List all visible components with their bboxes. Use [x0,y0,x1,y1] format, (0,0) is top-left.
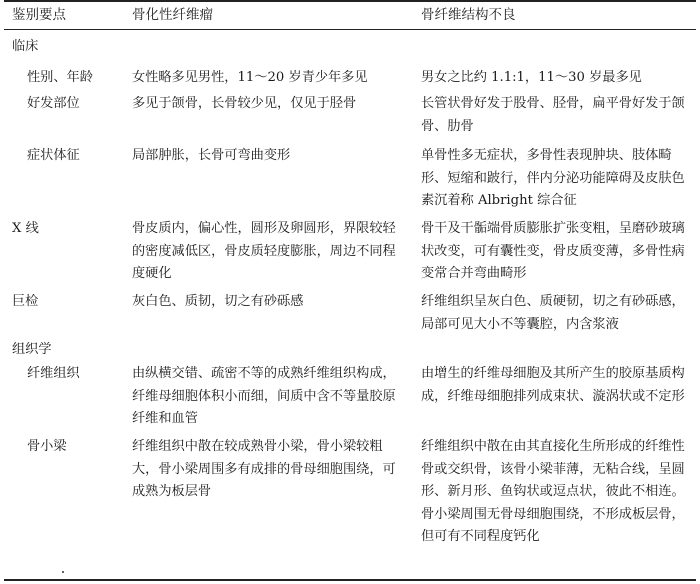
cell-trabeculae-dysplasia: 纤维组织中散在由其直接化生所形成的纤维性骨或交织骨，该骨小梁菲薄，无粘合线，呈圆形、新月形、鱼钩状或逗点状，彼此不相连。骨小梁周围无骨母细胞围绕，不形成板层骨，但可有不同程度钙化 [421,439,685,544]
header-rule [4,29,696,30]
cell-trabeculae-fibroma: 纤维组织中散在较成熟骨小梁，骨小梁较粗大，骨小梁周围多有成排的骨母细胞围绕，可成熟为板层骨 [132,439,396,499]
cell-symptoms-fibroma: 局部肿胀，长骨可弯曲变形 [132,148,291,163]
cell-fibrous-dysplasia: 由增生的纤维母细胞及其所产生的胶原基质构成，纤维母细胞排列成束状、漩涡状或不定形 [421,366,685,404]
cell-site-dysplasia: 长管状骨好发于股骨、胫骨，扁平骨好发于颌骨、肋骨 [421,96,685,134]
row-label-gross: 巨检 [12,294,39,309]
cell-site-fibroma: 多见于颌骨，长骨较少见，仅见于胫骨 [132,96,357,111]
cell-fibrous-fibroma: 由纵横交错、疏密不等的成熟纤维组织构成，纤维母细胞体积小而细，间质中含不等量胶原纤维和血管 [132,366,396,426]
row-label-site: 好发部位 [27,96,80,111]
table-bottom-rule [4,579,696,581]
row-label-sex-age: 性别、年龄 [27,70,93,85]
cell-symptoms-dysplasia: 单骨性多无症状，多骨性表现肿块、肢体畸形、短缩和跛行，伴内分泌功能障碍及皮肤色素沉着称 Albright 综合征 [421,148,685,208]
section-histology: 组织学 [12,342,52,357]
row-label-trabeculae: 骨小梁 [27,439,67,454]
header-point: 鉴别要点 [12,7,66,23]
cell-sex-age-dysplasia: 男女之比约 1.1:1，11～30 岁最多见 [421,70,642,85]
table-top-rule [4,0,696,2]
scan-speck [62,571,64,573]
cell-xray-dysplasia: 骨干及干骺端骨质膨胀扩张变粗，呈磨砂玻璃状改变，可有囊性变，骨皮质变薄，多骨性病变常合并弯曲畸形 [421,221,685,281]
row-label-symptoms: 症状体征 [27,148,80,163]
header-fibrous-dysplasia: 骨纤维结构不良 [421,7,516,23]
section-clinical: 临床 [12,39,39,54]
row-label-fibrous: 纤维组织 [27,366,80,381]
cell-xray-fibroma: 骨皮质内，偏心性，圆形及卵圆形，界限较轻的密度减低区，骨皮质轻度膨胀，周边不同程度硬化 [132,221,396,281]
cell-gross-dysplasia: 纤维组织呈灰白色、质硬韧，切之有砂砾感，局部可见大小不等囊腔，内含浆液 [421,294,685,332]
row-label-xray: X 线 [12,221,39,236]
cell-sex-age-fibroma: 女性略多见男性，11～20 岁青少年多见 [132,70,368,85]
header-ossifying-fibroma: 骨化性纤维瘤 [132,7,213,23]
cell-gross-fibroma: 灰白色、质韧，切之有砂砾感 [132,294,304,309]
